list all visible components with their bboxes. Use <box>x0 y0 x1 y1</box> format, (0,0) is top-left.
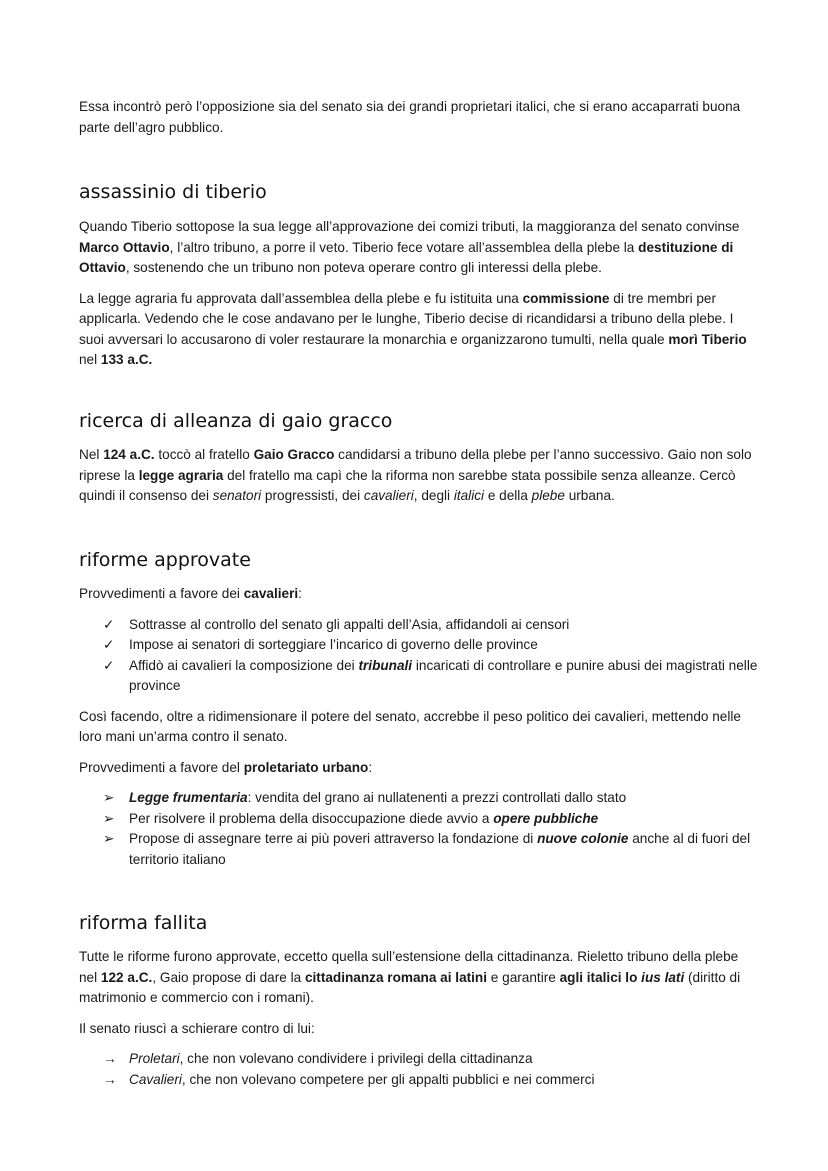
bold-text: cavalieri <box>243 586 299 601</box>
list-item <box>79 656 759 697</box>
bold-text: commissione <box>522 290 610 306</box>
italic-text: Cavalieri <box>129 1071 182 1087</box>
paragraph <box>79 758 759 779</box>
text: , sostenendo che un tribuno non poteva operare contro gli interessi della plebe. <box>125 260 602 275</box>
bold-text: morì Tiberio <box>668 331 747 347</box>
text: La legge agraria fu approvata dall’assemblea della plebe e fu istituita una <box>79 290 523 306</box>
arrowhead-icon: ➢ <box>103 790 115 805</box>
section-assassinio <box>79 180 759 371</box>
paragraph <box>79 289 759 371</box>
check-icon: ✓ <box>103 657 115 673</box>
italic-text: Proletari <box>129 1051 180 1066</box>
section-title: assassinio di tiberio <box>79 181 267 203</box>
section-riforme-approvate <box>79 548 759 870</box>
text: : vendita del grano ai nullatenenti a prezzi controllati dallo stato <box>247 790 627 805</box>
oppositori-list <box>79 1049 759 1090</box>
bold-italic-text: opere pubbliche <box>493 810 599 826</box>
paragraph: Il senato riuscì a schierare contro di lui: <box>79 1020 315 1036</box>
bold-text: 133 a.C. <box>100 352 153 367</box>
text: , l’altro tribuno, a porre il veto. Tiberio fece votare all’assemblea della plebe la <box>169 239 639 255</box>
bold-italic-text: Legge frumentaria <box>129 790 248 805</box>
list-item <box>79 829 759 870</box>
bold-italic-text: nuove colonie <box>537 831 629 846</box>
list-item <box>79 1049 759 1070</box>
arrow-right-icon: → <box>103 1051 117 1066</box>
text: Nel <box>79 447 104 462</box>
bold-text: destituzione di Ottavio <box>79 239 734 275</box>
arrowhead-icon: ➢ <box>103 810 115 826</box>
italic-text: senatori <box>212 488 262 503</box>
bold-text: agli italici lo <box>559 969 642 985</box>
bold-text: cittadinanza romana ai latini <box>304 969 488 985</box>
text: progressisti, dei <box>261 488 364 503</box>
list-item <box>79 809 759 830</box>
text: toccò al fratello <box>154 447 254 462</box>
list-item <box>79 635 759 656</box>
text: Impose ai senatori di sorteggiare l’incarico di governo delle province <box>129 637 538 652</box>
section-title: ricerca di alleanza di gaio gracco <box>79 410 393 432</box>
text: : <box>298 586 302 601</box>
section-title: riforme approvate <box>79 549 251 571</box>
paragraph <box>79 445 759 507</box>
intro-section <box>79 97 759 138</box>
text: , che non volevano competere per gli appalti pubblici e nei commerci <box>181 1071 595 1087</box>
paragraph <box>79 947 759 1009</box>
text: urbana. <box>564 488 615 503</box>
text: (diritto di matrimonio e commercio con i romani). <box>79 969 741 1005</box>
text: : <box>368 759 373 775</box>
arrowhead-icon: ➢ <box>103 831 115 846</box>
check-icon: ✓ <box>103 616 115 632</box>
text: , che non volevano condividere i privilegi della cittadinanza <box>179 1051 533 1066</box>
bold-text: Gaio Gracco <box>253 447 335 462</box>
arrow-right-icon: → <box>103 1071 117 1087</box>
text: del fratello ma capì che la riforma non sarebbe stata possibile senza alleanze. Cercò quindi il consenso dei <box>79 467 736 503</box>
text: e garantire <box>487 969 560 985</box>
bold-text: proletariato urbano <box>243 759 369 775</box>
text: incaricati di controllare e punire abusi dei magistrati nelle province <box>129 657 758 693</box>
text: di tre membri per applicarla. Vedendo che le cose andavano per le lunghe, Tiberio decise di ricandidarsi a tribuno della plebe. I suoi avversari lo accusarono di voler restaurare la monarchia e organizzarono tumulti, nella quale <box>79 290 734 347</box>
bold-text: 122 a.C. <box>100 969 153 985</box>
text: Quando Tiberio sottopose la sua legge all’approvazione dei comizi tributi, la maggioranza del senato convinse <box>79 219 740 234</box>
italic-text: italici <box>453 488 485 503</box>
italic-text: plebe <box>531 488 565 503</box>
section-title: riforma fallita <box>79 912 208 934</box>
bold-text: 124 a.C. <box>103 447 155 462</box>
text: Provvedimenti a favore del <box>79 759 244 775</box>
text: Per risolvere il problema della disoccupazione diede avvio a <box>129 810 494 826</box>
intro-paragraph: Essa incontrò però l’opposizione sia del senato sia dei grandi proprietari italici, che si erano accaparrati buona parte dell’agro pubblico. <box>79 99 741 135</box>
text: nel <box>79 352 101 367</box>
bold-text: legge agraria <box>138 467 224 483</box>
cavalieri-list <box>79 615 759 697</box>
section-alleanza <box>79 409 759 507</box>
section-riforma-fallita <box>79 911 759 1090</box>
italic-text: cavalieri <box>363 488 414 503</box>
text: , degli <box>413 488 454 503</box>
list-item <box>79 1070 759 1091</box>
text: candidarsi a tribuno della plebe per l’anno successivo. Gaio non solo riprese la <box>79 447 752 483</box>
text: anche al di fuori del territorio italiano <box>129 831 751 867</box>
text: Propose di assegnare terre ai più poveri attraverso la fondazione di <box>129 831 538 846</box>
list-item <box>79 788 759 809</box>
text: Tutte le riforme furono approvate, eccetto quella sull’estensione della cittadinanza. Rieletto tribuno della plebe nel <box>79 949 739 985</box>
proletariato-list <box>79 788 759 870</box>
text: Affidò ai cavalieri la composizione dei <box>129 657 359 673</box>
bold-text: Marco Ottavio <box>79 239 170 255</box>
text: , Gaio propose di dare la <box>152 969 305 985</box>
list-item <box>79 615 759 636</box>
text: e della <box>484 488 532 503</box>
bold-italic-text: tribunali <box>358 657 413 673</box>
text: Sottrasse al controllo del senato gli appalti dell’Asia, affidandoli ai censori <box>129 616 570 632</box>
bold-italic-text: ius lati <box>641 969 685 985</box>
check-icon: ✓ <box>103 637 115 652</box>
paragraph <box>79 217 759 279</box>
paragraph: Così facendo, oltre a ridimensionare il potere del senato, accrebbe il peso politico dei cavalieri, mettendo nelle loro mani un’arma contro il senato. <box>79 708 741 744</box>
text: Provvedimenti a favore dei <box>79 586 244 601</box>
paragraph <box>79 584 759 605</box>
